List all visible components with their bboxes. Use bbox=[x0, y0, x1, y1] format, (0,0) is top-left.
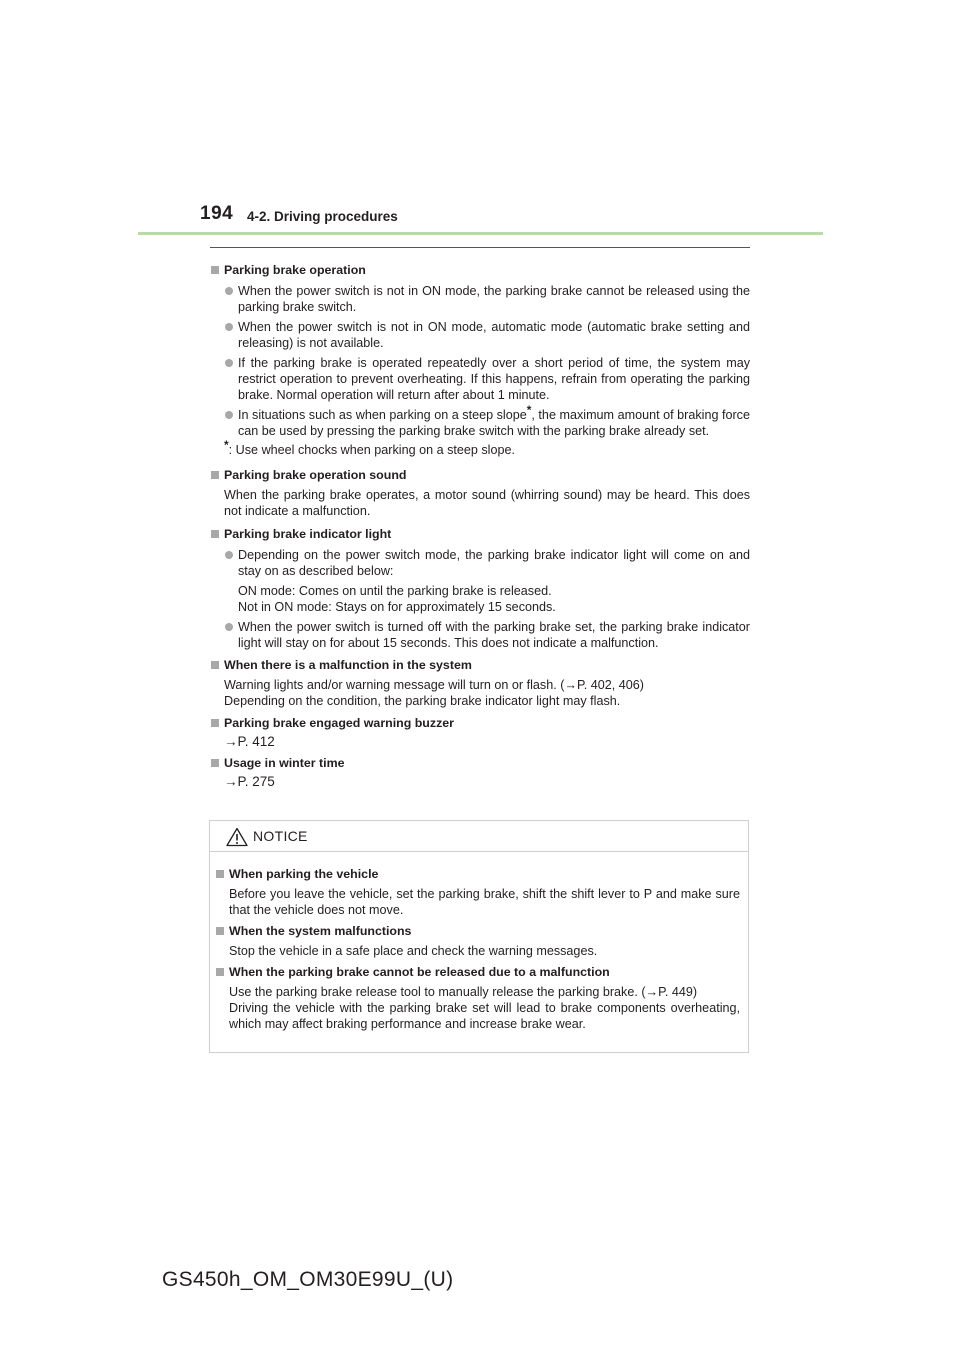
paragraph: Use the parking brake release tool to manually release the parking brake. (→P. 449) bbox=[229, 985, 698, 999]
paragraph: Warning lights and/or warning message will turn on or flash. (→P. 402, 406) bbox=[224, 678, 645, 692]
section-winter-usage bbox=[210, 754, 750, 790]
page-reference-link[interactable]: →P. 412 bbox=[224, 734, 275, 749]
square-bullet-icon bbox=[216, 968, 224, 976]
section-heading: Parking brake indicator light bbox=[210, 525, 750, 543]
circle-bullet-icon bbox=[225, 411, 233, 419]
notice-item-heading: When the parking brake cannot be released due to a malfunction bbox=[215, 963, 740, 981]
square-bullet-icon bbox=[211, 661, 219, 669]
circle-bullet-icon bbox=[225, 359, 233, 367]
section-heading: Parking brake operation sound bbox=[210, 466, 750, 484]
square-bullet-icon bbox=[211, 719, 219, 727]
circle-bullet-icon bbox=[225, 287, 233, 295]
circle-bullet-icon bbox=[225, 623, 233, 631]
list-item: If the parking brake is operated repeatedly over a short period of time, the system may restrict operation to prevent overheating. If this happens, refrain from operating the parking brake. Normal operation will return after about 1 minute. bbox=[210, 355, 750, 403]
square-bullet-icon bbox=[211, 471, 219, 479]
section-indicator-light bbox=[210, 525, 750, 651]
square-bullet-icon bbox=[211, 266, 219, 274]
main-content bbox=[210, 258, 750, 790]
list-item: In situations such as when parking on a steep slope*, the maximum amount of braking force can be used by pressing the parking brake switch with the parking brake already set. bbox=[210, 407, 750, 439]
header-rule bbox=[138, 232, 823, 235]
square-bullet-icon bbox=[216, 927, 224, 935]
sub-line: ON mode: Comes on until the parking brake is released. bbox=[238, 584, 552, 598]
circle-bullet-icon bbox=[225, 323, 233, 331]
square-bullet-icon bbox=[211, 530, 219, 538]
footnote: *: Use wheel chocks when parking on a steep slope. bbox=[224, 437, 515, 457]
paragraph: When the parking brake operates, a motor sound (whirring sound) may be heard. This does not indicate a malfunction. bbox=[224, 488, 750, 518]
content-top-rule bbox=[210, 247, 750, 248]
notice-body bbox=[215, 865, 740, 1032]
document-code: GS450h_OM_OM30E99U_(U) bbox=[162, 1268, 454, 1291]
paragraph: Depending on the condition, the parking brake indicator light may flash. bbox=[224, 694, 621, 708]
footnote-mark: * bbox=[526, 402, 532, 417]
section-heading: Usage in winter time bbox=[210, 754, 750, 772]
section-warning-buzzer bbox=[210, 714, 750, 750]
list-item: Depending on the power switch mode, the parking brake indicator light will come on and stay on as described below: bbox=[210, 547, 750, 579]
list-item: When the power switch is turned off with the parking brake set, the parking brake indicator light will stay on for about 15 seconds. This does not indicate a malfunction. bbox=[210, 619, 750, 651]
list-item: When the power switch is not in ON mode, the parking brake cannot be released using the parking brake switch. bbox=[210, 283, 750, 315]
page-reference-link[interactable]: →P. 275 bbox=[224, 774, 275, 789]
page-header bbox=[138, 203, 823, 233]
warning-triangle-icon bbox=[226, 827, 248, 847]
paragraph: Driving the vehicle with the parking brake set will lead to brake components overheating, which may affect braking performance and increase brake wear. bbox=[229, 1001, 740, 1031]
footnote-mark: * bbox=[224, 437, 229, 452]
square-bullet-icon bbox=[211, 759, 219, 767]
paragraph: Before you leave the vehicle, set the parking brake, shift the shift lever to P and make sure that the vehicle does not move. bbox=[229, 887, 740, 917]
section-heading: When there is a malfunction in the system bbox=[210, 656, 750, 674]
section-title: 4-2. Driving procedures bbox=[247, 209, 398, 224]
notice-item-heading: When parking the vehicle bbox=[215, 865, 740, 883]
sub-line: Not in ON mode: Stays on for approximately 15 seconds. bbox=[238, 600, 556, 614]
list-item: When the power switch is not in ON mode, automatic mode (automatic brake setting and releasing) is not available. bbox=[210, 319, 750, 351]
circle-bullet-icon bbox=[225, 551, 233, 559]
paragraph: Stop the vehicle in a safe place and check the warning messages. bbox=[229, 944, 598, 958]
page-number: 194 bbox=[200, 203, 234, 224]
notice-header bbox=[210, 821, 748, 852]
section-heading: Parking brake operation bbox=[210, 261, 750, 279]
section-malfunction bbox=[210, 656, 750, 709]
section-parking-brake-operation bbox=[210, 261, 750, 458]
notice-item-heading: When the system malfunctions bbox=[215, 922, 740, 940]
section-parking-brake-sound bbox=[210, 466, 750, 519]
notice-box bbox=[209, 820, 749, 1053]
section-heading: Parking brake engaged warning buzzer bbox=[210, 714, 750, 732]
square-bullet-icon bbox=[216, 870, 224, 878]
notice-title: NOTICE bbox=[253, 828, 308, 844]
